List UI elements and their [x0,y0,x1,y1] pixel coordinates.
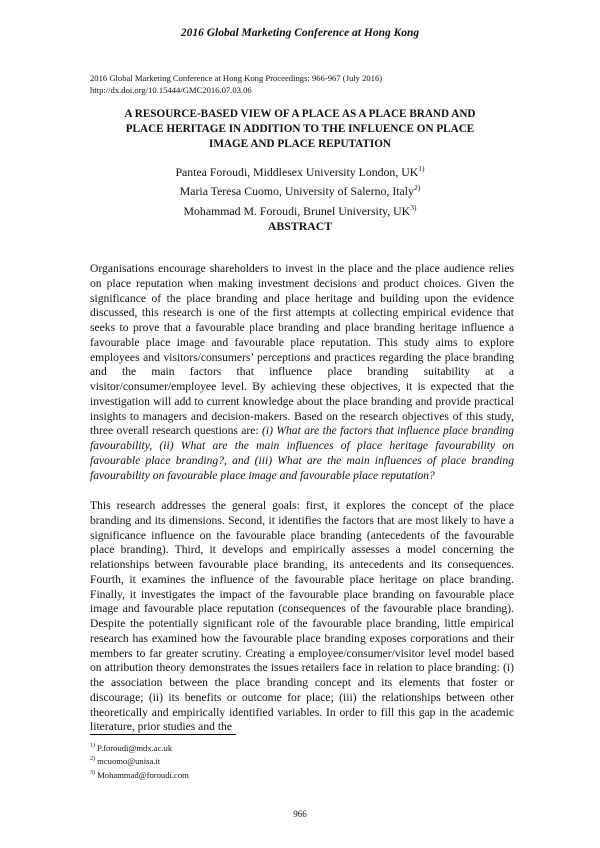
abstract-paragraph [90,499,514,735]
footnotes [90,741,189,781]
title-line: PLACE HERITAGE IN ADDITION TO THE INFLUENCE ON PLACE [125,123,475,135]
footnote [90,754,189,767]
paragraph-text: Organisations encourage shareholders to invest in the place and the place audience relies on place reputation when making investment decisions and product choices. Given the significance of the place branding and place heritage and building upon the evidence discussed, this research is one of the first attempts at collecting empirical evidence that seeks to prove that a favourable place branding and place branding heritage influence a favourable place image and favourable place reputation. This study aims to explore employees and visitors/consumers’ perceptions and practices regarding the place branding and the main factors that influence place branding suitability at a visitor/consumer/employee level. By achieving these objectives, it is expected that the investigation will add to current knowledge about the place branding and provide practical insights to managers and decision-makers. Based on the research objectives of this study, three overall research questions are: [90,262,514,438]
proceedings-info [90,72,382,96]
author-footnote-mark: 3) [410,202,417,212]
footnote [90,741,189,754]
footnote-mark: 1) [90,743,95,749]
running-head: 2016 Global Marketing Conference at Hong Kong [180,27,420,39]
footnote [90,768,189,781]
research-questions: (i) What are the factors that influence place branding favourability, (ii) What are the main influences of place heritage favourability on favourable place branding?, and (iii) What are the main influences of place branding favourability on favourable place image and favourable place reputation? [90,424,514,482]
paper-title [90,107,510,152]
title-line: IMAGE AND PLACE REPUTATION [208,138,391,150]
footnote-mark: 2) [90,756,95,763]
abstract-heading: ABSTRACT [267,219,333,233]
author-footnote-mark: 2) [413,183,421,193]
author-name: Maria Teresa Cuomo, University of Salerno, Italy [179,184,414,199]
abstract-paragraph [90,262,514,483]
footnote-divider [90,734,236,735]
author-list [90,161,510,219]
footnote-mark: 3) [90,769,95,776]
author-line [90,161,510,180]
paragraph-text: This research addresses the general goals: first, it explores the concept of the place branding and its dimensions. Second, it identifies the factors that are most likely to have a significance influence on the favourable place branding (antecedents of the favourable place branding). Third, it develops and empirically assesses a model concerning the relationships between favourable place branding, its antecedents and its consequences. Fourth, it examines the influence of the favourable place heritage on place branding. Finally, it investigates the impact of the favourable place branding on favourable place image and favourable place reputation (consequences of the favourable place branding). Despite the potentially significant role of the favourable place branding, little empirical research has examined how the favourable place branding exposes corporations and their members to far greater scrutiny. Creating a employee/consumer/visitor level model based on attribution theory demonstrates the issues retailers face in relation to place branding: (i) the association between the place branding concept and its elements that foster or discourage; (ii) its benefits or outcome for place; (iii) the relationships between other theoretically and empirically identified variables. In order to fill this gap in the academic literature, prior studies and the [90,499,514,734]
author-line [90,180,510,199]
footnote-email[interactable]: Mohammad@foroudi.com [95,769,189,780]
doi-link[interactable]: http://dx.doi.org/10.15444/GMC2016.07.03.06 [90,85,252,95]
author-line [90,200,510,219]
author-name: Mohammad M. Foroudi, Brunel University, UK [183,203,411,218]
footnote-email[interactable]: P.foroudi@mdx.ac.uk [95,742,173,753]
title-line: A RESOURCE-BASED VIEW OF A PLACE AS A PLACE BRAND AND [124,108,476,120]
footnote-email[interactable]: mcuomo@unisa.it [95,756,161,767]
author-footnote-mark: 1) [418,164,425,173]
author-name: Pantea Foroudi, Middlesex University London, UK [175,164,419,179]
proceedings-citation: 2016 Global Marketing Conference at Hong Kong Proceedings: 966-967 (July 2016) [90,73,383,83]
page-number: 966 [293,809,307,819]
